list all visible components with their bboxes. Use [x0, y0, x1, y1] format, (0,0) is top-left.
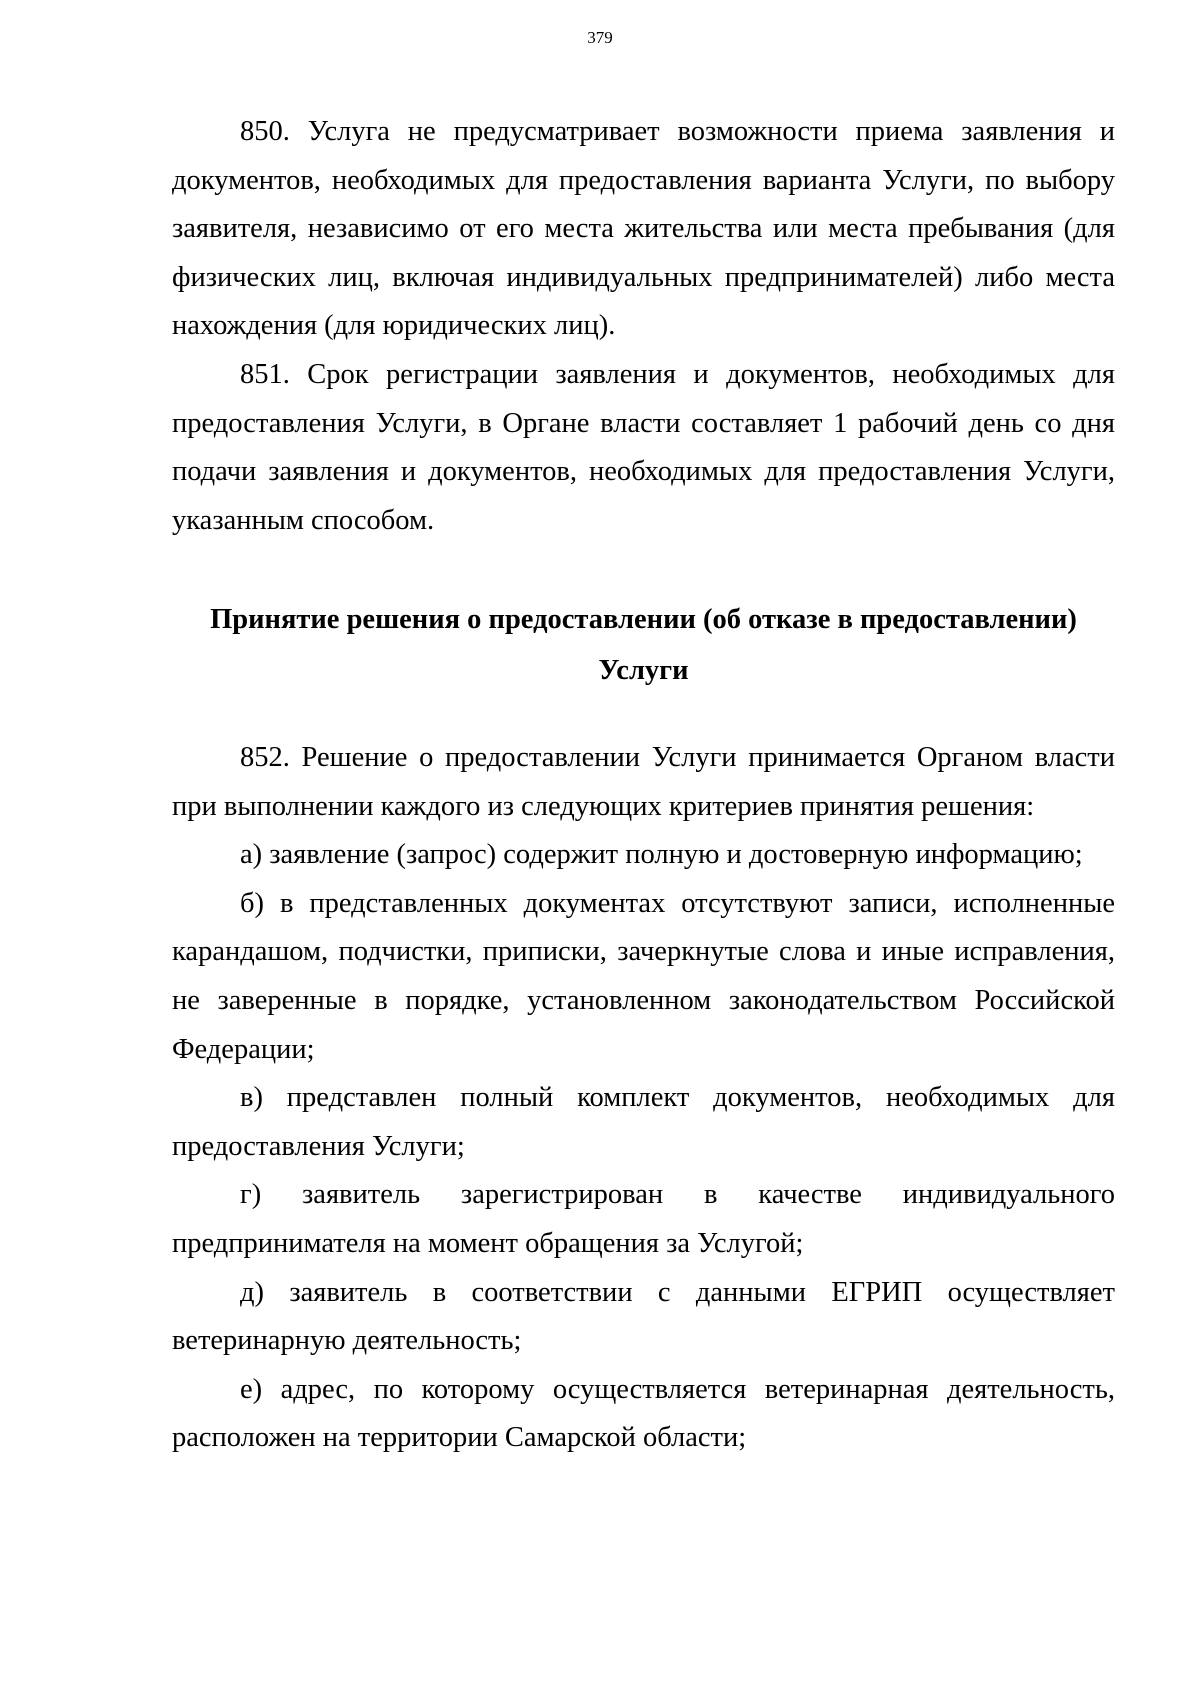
criterion-b: б) в представленных документах отсутствуют записи, исполненные карандашом, подчистки, приписки, зачеркнутые слова и иные исправления, не заверенные в порядке, установленном законодательством Российской Федерации; [172, 887, 1115, 1065]
criterion-e: е) адрес, по которому осуществляется ветеринарная деятельность, расположен на территории Самарской области; [172, 1373, 1115, 1454]
paragraph-851: 851. Срок регистрации заявления и документов, необходимых для предоставления Услуги, в Органе власти составляет 1 рабочий день со дня подачи заявления и документов, необходимых для предоставления Услуги, указанным способом. [172, 358, 1115, 536]
criterion-g: г) заявитель зарегистрирован в качестве индивидуального предпринимателя на момент обращения за Услугой; [172, 1179, 1115, 1259]
text-block-after-heading [172, 734, 1115, 1463]
criterion-d: д) заявитель в соответствии с данными ЕГРИП осуществляет ветеринарную деятельность; [172, 1276, 1115, 1357]
text-block-before-heading [172, 108, 1115, 545]
paragraph-852: 852. Решение о предоставлении Услуги принимается Органом власти при выполнении каждого из следующих критериев принятия решения: [172, 742, 1115, 822]
criterion-v: в) представлен полный комплект документов, необходимых для предоставления Услуги; [172, 1082, 1115, 1162]
section-heading-line-2: Услуги [598, 655, 689, 686]
section-heading-line-1: Принятие решения о предоставлении (об отказе в предоставлении) [210, 604, 1077, 635]
section-heading [172, 594, 1115, 696]
page-number: 379 [587, 28, 613, 47]
paragraph-850: 850. Услуга не предусматривает возможности приема заявления и документов, необходимых для предоставления варианта Услуги, по выбору заявителя, независимо от его места жительства или места пребывания (для физических лиц, включая индивидуальных предпринимателей) либо места нахождения (для юридических лиц). [172, 116, 1115, 342]
criterion-a: а) заявление (запрос) содержит полную и достоверную информацию; [240, 839, 1083, 871]
